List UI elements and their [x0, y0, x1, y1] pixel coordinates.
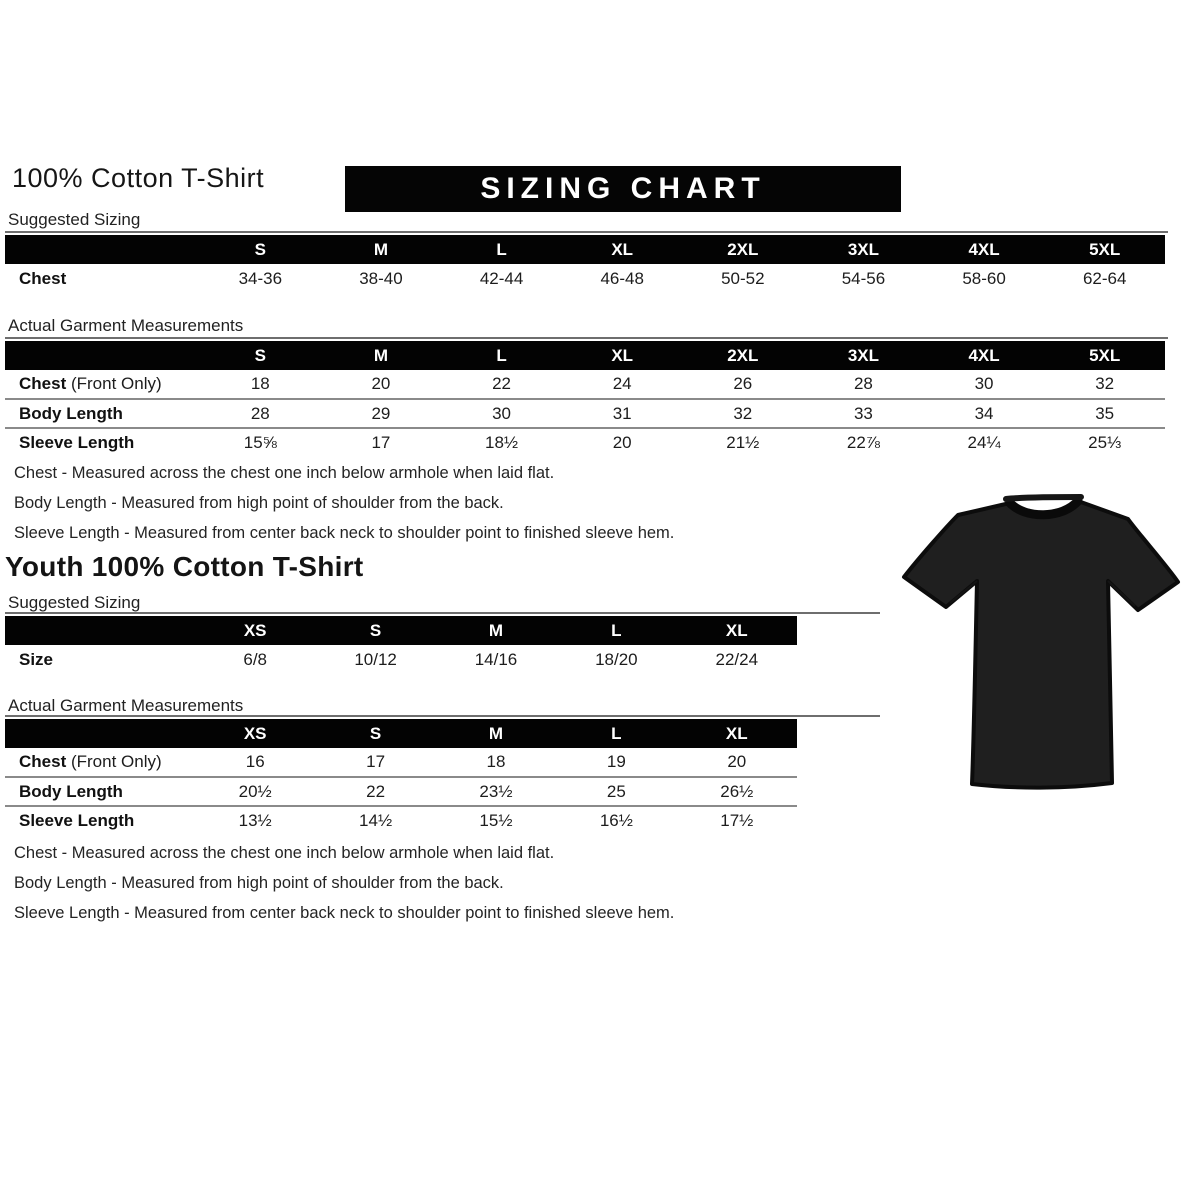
- table-cell: 30: [441, 399, 562, 428]
- col-header: XS: [195, 616, 315, 645]
- table-cell: 26: [733, 374, 753, 393]
- table-cell: 18½: [441, 428, 562, 457]
- table-cell: 20: [371, 374, 391, 393]
- table-cell: 6/8: [243, 649, 268, 669]
- table-row-sleeve-length: [5, 806, 797, 835]
- row-label: Body Length: [5, 399, 200, 428]
- col-header: XL: [562, 341, 683, 370]
- table-cell: 31: [562, 399, 683, 428]
- table-cell: 17½: [677, 806, 797, 835]
- col-header: L: [556, 616, 676, 645]
- adult-suggested-sizing-table: [5, 235, 1165, 293]
- col-header: S: [200, 341, 321, 370]
- table-cell: 32: [1095, 374, 1115, 393]
- col-header: M: [321, 235, 442, 264]
- table-row-body-length: [5, 399, 1165, 428]
- table-cell: 38-40: [359, 268, 403, 288]
- table-row-body-length: [5, 777, 797, 806]
- youth-actual-measurements-label: Actual Garment Measurements: [8, 696, 244, 715]
- table-cell: 28: [200, 399, 321, 428]
- table-cell: 22⅞: [803, 428, 924, 457]
- table-cell: 23½: [436, 777, 556, 806]
- note-chest: Chest - Measured across the chest one inch below armhole when laid flat.: [14, 464, 555, 482]
- col-header: 3XL: [803, 341, 924, 370]
- table-cell: 16: [245, 752, 265, 771]
- table-cell: 22: [492, 374, 512, 393]
- col-header: 2XL: [683, 235, 804, 264]
- table-header-row: [5, 719, 797, 748]
- table-cell: 20: [562, 428, 683, 457]
- empty-header-cell: [5, 235, 200, 264]
- col-header: 5XL: [1044, 341, 1165, 370]
- divider-line: [5, 337, 1168, 339]
- table-cell: 13½: [195, 806, 315, 835]
- table-cell: 46-48: [600, 268, 644, 288]
- table-row-chest: [5, 264, 1165, 293]
- table-row-sleeve-length: [5, 428, 1165, 457]
- row-label: Sleeve Length: [5, 428, 200, 457]
- col-header: M: [436, 616, 556, 645]
- empty-header-cell: [5, 616, 195, 645]
- table-cell: 34: [924, 399, 1045, 428]
- table-cell: 15½: [436, 806, 556, 835]
- black-tshirt-illustration: [890, 485, 1200, 810]
- divider-line: [5, 715, 880, 717]
- col-header: L: [556, 719, 676, 748]
- table-header-row: [5, 235, 1165, 264]
- table-row-size: [5, 645, 797, 674]
- adult-actual-measurements-label: Actual Garment Measurements: [8, 316, 244, 335]
- table-cell: 25: [556, 777, 676, 806]
- youth-title: Youth 100% Cotton T-Shirt: [5, 551, 364, 582]
- col-header: L: [441, 341, 562, 370]
- table-cell: 18/20: [595, 649, 638, 669]
- table-cell: 42-44: [479, 268, 524, 288]
- table-cell: 22/24: [715, 649, 759, 669]
- table-cell: 29: [321, 399, 442, 428]
- table-cell: 15⅝: [200, 428, 321, 457]
- col-header: XL: [677, 719, 797, 748]
- note-sleeve-length: Sleeve Length - Measured from center back neck to shoulder point to finished sleeve hem.: [14, 904, 675, 922]
- table-cell: 22: [315, 777, 435, 806]
- note-body-length: Body Length - Measured from high point of shoulder from the back.: [14, 874, 504, 892]
- divider-line: [5, 612, 880, 614]
- col-header: XL: [562, 235, 683, 264]
- note-sleeve-length: Sleeve Length - Measured from center back neck to shoulder point to finished sleeve hem.: [14, 524, 675, 542]
- adult-actual-measurements-table: [5, 341, 1165, 457]
- table-row-chest: [5, 370, 1165, 399]
- table-cell: 50-52: [721, 268, 765, 288]
- table-cell: 26½: [677, 777, 797, 806]
- sizing-chart-banner: [345, 166, 901, 212]
- col-header: M: [321, 341, 442, 370]
- row-label: Chest (Front Only): [19, 374, 162, 393]
- table-cell: 10/12: [354, 649, 397, 669]
- sizing-chart-banner-text: SIZING CHART: [480, 172, 766, 205]
- col-header: 4XL: [924, 341, 1045, 370]
- table-cell: 34-36: [238, 268, 283, 288]
- youth-measurement-notes: [14, 838, 674, 928]
- table-cell: 28: [853, 374, 873, 393]
- adult-suggested-sizing-label: Suggested Sizing: [8, 210, 141, 229]
- row-label: Chest (Front Only): [19, 752, 162, 771]
- col-header: M: [436, 719, 556, 748]
- empty-header-cell: [5, 341, 200, 370]
- table-cell: 20½: [195, 777, 315, 806]
- table-cell: 58-60: [962, 268, 1006, 288]
- table-cell: 18: [486, 752, 506, 771]
- table-cell: 24: [612, 374, 632, 393]
- youth-suggested-sizing-label: Suggested Sizing: [8, 593, 141, 612]
- divider-line: [5, 231, 1168, 233]
- col-header: S: [315, 616, 435, 645]
- table-header-row: [5, 616, 797, 645]
- adult-measurement-notes: [14, 458, 674, 548]
- col-header: 4XL: [924, 235, 1045, 264]
- table-cell: 30: [974, 374, 994, 393]
- row-label: Body Length: [5, 777, 195, 806]
- note-body-length: Body Length - Measured from high point of shoulder from the back.: [14, 494, 504, 512]
- table-cell: 18: [250, 374, 270, 393]
- row-label: Size: [19, 649, 54, 669]
- col-header: XL: [677, 616, 797, 645]
- table-cell: 14½: [315, 806, 435, 835]
- col-header: S: [315, 719, 435, 748]
- col-header: L: [441, 235, 562, 264]
- row-label: Chest: [19, 268, 67, 288]
- table-cell: 16½: [556, 806, 676, 835]
- table-cell: 35: [1044, 399, 1165, 428]
- col-header: 3XL: [803, 235, 924, 264]
- tshirt-product-image: [890, 485, 1200, 810]
- table-cell: 54-56: [841, 268, 886, 288]
- youth-actual-measurements-table: [5, 719, 797, 835]
- table-cell: 17: [366, 752, 386, 771]
- table-cell: 33: [803, 399, 924, 428]
- table-cell: 24¼: [924, 428, 1045, 457]
- table-cell: 17: [321, 428, 442, 457]
- table-cell: 32: [683, 399, 804, 428]
- table-cell: 20: [727, 752, 747, 771]
- col-header: 2XL: [683, 341, 804, 370]
- table-row-chest: [5, 748, 797, 777]
- table-cell: 21½: [683, 428, 804, 457]
- youth-suggested-sizing-table: [5, 616, 797, 674]
- table-header-row: [5, 341, 1165, 370]
- table-cell: 19: [606, 752, 626, 771]
- adult-title: 100% Cotton T-Shirt: [12, 163, 265, 193]
- col-header: S: [200, 235, 321, 264]
- row-label: Sleeve Length: [5, 806, 195, 835]
- table-cell: 62-64: [1082, 268, 1127, 288]
- col-header: XS: [195, 719, 315, 748]
- col-header: 5XL: [1044, 235, 1165, 264]
- empty-header-cell: [5, 719, 195, 748]
- note-chest: Chest - Measured across the chest one inch below armhole when laid flat.: [14, 844, 555, 862]
- table-cell: 25⅓: [1044, 428, 1165, 457]
- table-cell: 14/16: [474, 649, 518, 669]
